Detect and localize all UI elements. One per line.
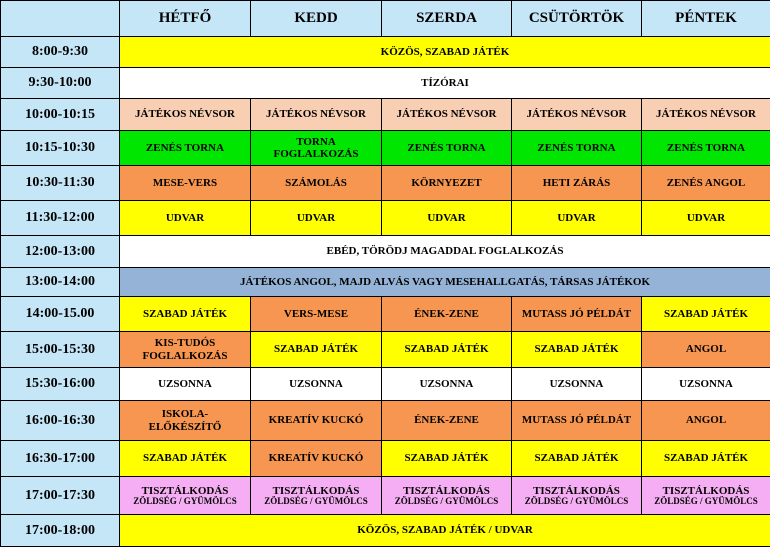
- activity-cell-tuesday: [251, 166, 382, 201]
- activity-cell-friday: [642, 131, 770, 166]
- activity-cell-friday: [642, 401, 770, 441]
- activity-cell-friday: [642, 441, 770, 477]
- schedule-row: [1, 131, 770, 166]
- activity-cell-thursday: [512, 99, 642, 131]
- schedule-row: [1, 166, 770, 201]
- schedule-body: [1, 37, 770, 547]
- activity-label: UDVAR: [122, 212, 248, 224]
- activity-label: JÁTÉKOS NÉVSOR: [253, 108, 379, 120]
- schedule-row: [1, 37, 770, 68]
- schedule-row: [1, 368, 770, 401]
- shared-activity-cell: KÖZÖS, SZABAD JÁTÉK: [120, 37, 770, 68]
- day-header-thursday: CSÜTÖRTÖK: [512, 1, 642, 37]
- activity-cell-thursday: [512, 368, 642, 401]
- activity-cell-monday: [120, 297, 251, 332]
- time-slot-cell: 11:30-12:00: [1, 201, 120, 236]
- schedule-header: [1, 1, 770, 37]
- activity-label: TISZTÁLKODÁS: [253, 485, 379, 497]
- schedule-row: [1, 99, 770, 131]
- time-slot-cell: 10:15-10:30: [1, 131, 120, 166]
- time-slot-cell: 14:00-15.00: [1, 297, 120, 332]
- header-row: [1, 1, 770, 37]
- schedule-row: [1, 297, 770, 332]
- activity-label: SZABAD JÁTÉK: [644, 308, 768, 320]
- activity-cell-friday: [642, 99, 770, 131]
- shared-activity-cell: KÖZÖS, SZABAD JÁTÉK / UDVAR: [120, 515, 770, 547]
- activity-label: UDVAR: [384, 212, 509, 224]
- activity-label: UZSONNA: [644, 378, 768, 390]
- activity-cell-tuesday: [251, 99, 382, 131]
- activity-cell-wednesday: [382, 401, 512, 441]
- activity-cell-wednesday: [382, 477, 512, 515]
- activity-label: KREATÍV KUCKÓ: [253, 414, 379, 426]
- schedule-row: [1, 441, 770, 477]
- day-header-monday: HÉTFŐ: [120, 1, 251, 37]
- time-slot-cell: 10:00-10:15: [1, 99, 120, 131]
- activity-cell-thursday: [512, 201, 642, 236]
- activity-label: ANGOL: [644, 414, 768, 426]
- activity-cell-wednesday: [382, 332, 512, 368]
- activity-label: SZABAD JÁTÉK: [253, 343, 379, 355]
- activity-label-line2: ZÖLDSÉG / GYÜMÖLCS: [514, 497, 639, 507]
- activity-cell-tuesday: [251, 401, 382, 441]
- activity-label-line2: ZÖLDSÉG / GYÜMÖLCS: [253, 497, 379, 507]
- activity-cell-friday: [642, 166, 770, 201]
- activity-cell-friday: [642, 201, 770, 236]
- activity-cell-thursday: [512, 131, 642, 166]
- activity-label-line2: ZÖLDSÉG / GYÜMÖLCS: [122, 497, 248, 507]
- day-header-wednesday: SZERDA: [382, 1, 512, 37]
- activity-label: VERS-MESE: [253, 308, 379, 320]
- activity-cell-tuesday: [251, 297, 382, 332]
- schedule-row: [1, 401, 770, 441]
- schedule-row: [1, 268, 770, 297]
- corner-cell: [1, 1, 120, 37]
- activity-cell-friday: [642, 332, 770, 368]
- activity-cell-thursday: [512, 401, 642, 441]
- activity-label: JÁTÉKOS NÉVSOR: [644, 108, 768, 120]
- time-slot-cell: 16:30-17:00: [1, 441, 120, 477]
- activity-label: HETI ZÁRÁS: [514, 177, 639, 189]
- activity-cell-tuesday: [251, 131, 382, 166]
- activity-cell-friday: [642, 297, 770, 332]
- activity-label: TISZTÁLKODÁS: [384, 485, 509, 497]
- activity-cell-thursday: [512, 166, 642, 201]
- activity-label-line2: ELŐKÉSZÍTŐ: [122, 421, 248, 433]
- time-slot-cell: 17:00-17:30: [1, 477, 120, 515]
- activity-label-line2: FOGLALKOZÁS: [122, 350, 248, 362]
- activity-cell-wednesday: [382, 368, 512, 401]
- activity-label: JÁTÉKOS NÉVSOR: [514, 108, 639, 120]
- activity-cell-tuesday: [251, 441, 382, 477]
- activity-cell-tuesday: [251, 477, 382, 515]
- activity-label-line2: ZÖLDSÉG / GYÜMÖLCS: [644, 497, 768, 507]
- time-slot-cell: 15:00-15:30: [1, 332, 120, 368]
- shared-activity-cell: EBÉD, TÖRÖDJ MAGADDAL FOGLALKOZÁS: [120, 236, 770, 268]
- activity-label: KÖRNYEZET: [384, 177, 509, 189]
- activity-label: TORNA: [253, 136, 379, 148]
- activity-label: TISZTÁLKODÁS: [514, 485, 639, 497]
- activity-cell-friday: [642, 477, 770, 515]
- activity-cell-wednesday: [382, 201, 512, 236]
- activity-cell-wednesday: [382, 441, 512, 477]
- activity-label: JÁTÉKOS NÉVSOR: [122, 108, 248, 120]
- activity-cell-thursday: [512, 477, 642, 515]
- activity-cell-monday: [120, 401, 251, 441]
- activity-label: SZABAD JÁTÉK: [644, 452, 768, 464]
- activity-cell-thursday: [512, 332, 642, 368]
- activity-label: ZENÉS ANGOL: [644, 177, 768, 189]
- activity-cell-monday: [120, 368, 251, 401]
- activity-cell-monday: [120, 332, 251, 368]
- day-header-friday: PÉNTEK: [642, 1, 770, 37]
- activity-label: ÉNEK-ZENE: [384, 414, 509, 426]
- day-header-tuesday: KEDD: [251, 1, 382, 37]
- time-slot-cell: 12:00-13:00: [1, 236, 120, 268]
- activity-label: SZABAD JÁTÉK: [122, 452, 248, 464]
- activity-label: ZENÉS TORNA: [514, 142, 639, 154]
- activity-label: UZSONNA: [384, 378, 509, 390]
- shared-activity-cell: JÁTÉKOS ANGOL, MAJD ALVÁS VAGY MESEHALLGATÁS, TÁRSAS JÁTÉKOK: [120, 268, 770, 297]
- activity-label: KIS-TUDÓS: [122, 337, 248, 349]
- activity-label: MUTASS JÓ PÉLDÁT: [514, 308, 639, 320]
- schedule-row: [1, 477, 770, 515]
- activity-cell-monday: [120, 99, 251, 131]
- shared-activity-cell: TÍZÓRAI: [120, 68, 770, 99]
- activity-label: SZABAD JÁTÉK: [514, 343, 639, 355]
- activity-cell-monday: [120, 131, 251, 166]
- activity-label: SZABAD JÁTÉK: [514, 452, 639, 464]
- activity-label: KREATÍV KUCKÓ: [253, 452, 379, 464]
- activity-label: ANGOL: [644, 343, 768, 355]
- activity-cell-monday: [120, 201, 251, 236]
- activity-label: UDVAR: [514, 212, 639, 224]
- activity-cell-thursday: [512, 441, 642, 477]
- schedule-row: [1, 332, 770, 368]
- activity-label-line2: ZÖLDSÉG / GYÜMÖLCS: [384, 497, 509, 507]
- activity-label: SZABAD JÁTÉK: [122, 308, 248, 320]
- activity-label: SZABAD JÁTÉK: [384, 452, 509, 464]
- activity-label: TISZTÁLKODÁS: [122, 485, 248, 497]
- activity-cell-tuesday: [251, 368, 382, 401]
- time-slot-cell: 9:30-10:00: [1, 68, 120, 99]
- activity-cell-monday: [120, 477, 251, 515]
- activity-label: ZENÉS TORNA: [644, 142, 768, 154]
- activity-label: ISKOLA-: [122, 408, 248, 420]
- activity-cell-tuesday: [251, 201, 382, 236]
- activity-cell-monday: [120, 166, 251, 201]
- activity-cell-wednesday: [382, 131, 512, 166]
- activity-label: UZSONNA: [253, 378, 379, 390]
- activity-label-line2: FOGLALKOZÁS: [253, 148, 379, 160]
- activity-label: UZSONNA: [122, 378, 248, 390]
- schedule-row: [1, 68, 770, 99]
- time-slot-cell: 15:30-16:00: [1, 368, 120, 401]
- activity-label: UZSONNA: [514, 378, 639, 390]
- activity-label: MUTASS JÓ PÉLDÁT: [514, 414, 639, 426]
- activity-label: JÁTÉKOS NÉVSOR: [384, 108, 509, 120]
- activity-label: SZÁMOLÁS: [253, 177, 379, 189]
- schedule-row: [1, 236, 770, 268]
- activity-label: TISZTÁLKODÁS: [644, 485, 768, 497]
- time-slot-cell: 17:00-18:00: [1, 515, 120, 547]
- activity-cell-wednesday: [382, 297, 512, 332]
- time-slot-cell: 13:00-14:00: [1, 268, 120, 297]
- activity-cell-wednesday: [382, 166, 512, 201]
- schedule-row: [1, 201, 770, 236]
- activity-cell-thursday: [512, 297, 642, 332]
- schedule-row: [1, 515, 770, 547]
- activity-label: ZENÉS TORNA: [122, 142, 248, 154]
- activity-label: ÉNEK-ZENE: [384, 308, 509, 320]
- activity-label: ZENÉS TORNA: [384, 142, 509, 154]
- activity-cell-monday: [120, 441, 251, 477]
- activity-cell-friday: [642, 368, 770, 401]
- activity-cell-tuesday: [251, 332, 382, 368]
- time-slot-cell: 16:00-16:30: [1, 401, 120, 441]
- activity-cell-wednesday: [382, 99, 512, 131]
- activity-label: MESE-VERS: [122, 177, 248, 189]
- time-slot-cell: 8:00-9:30: [1, 37, 120, 68]
- activity-label: SZABAD JÁTÉK: [384, 343, 509, 355]
- activity-label: UDVAR: [253, 212, 379, 224]
- activity-label: UDVAR: [644, 212, 768, 224]
- time-slot-cell: 10:30-11:30: [1, 166, 120, 201]
